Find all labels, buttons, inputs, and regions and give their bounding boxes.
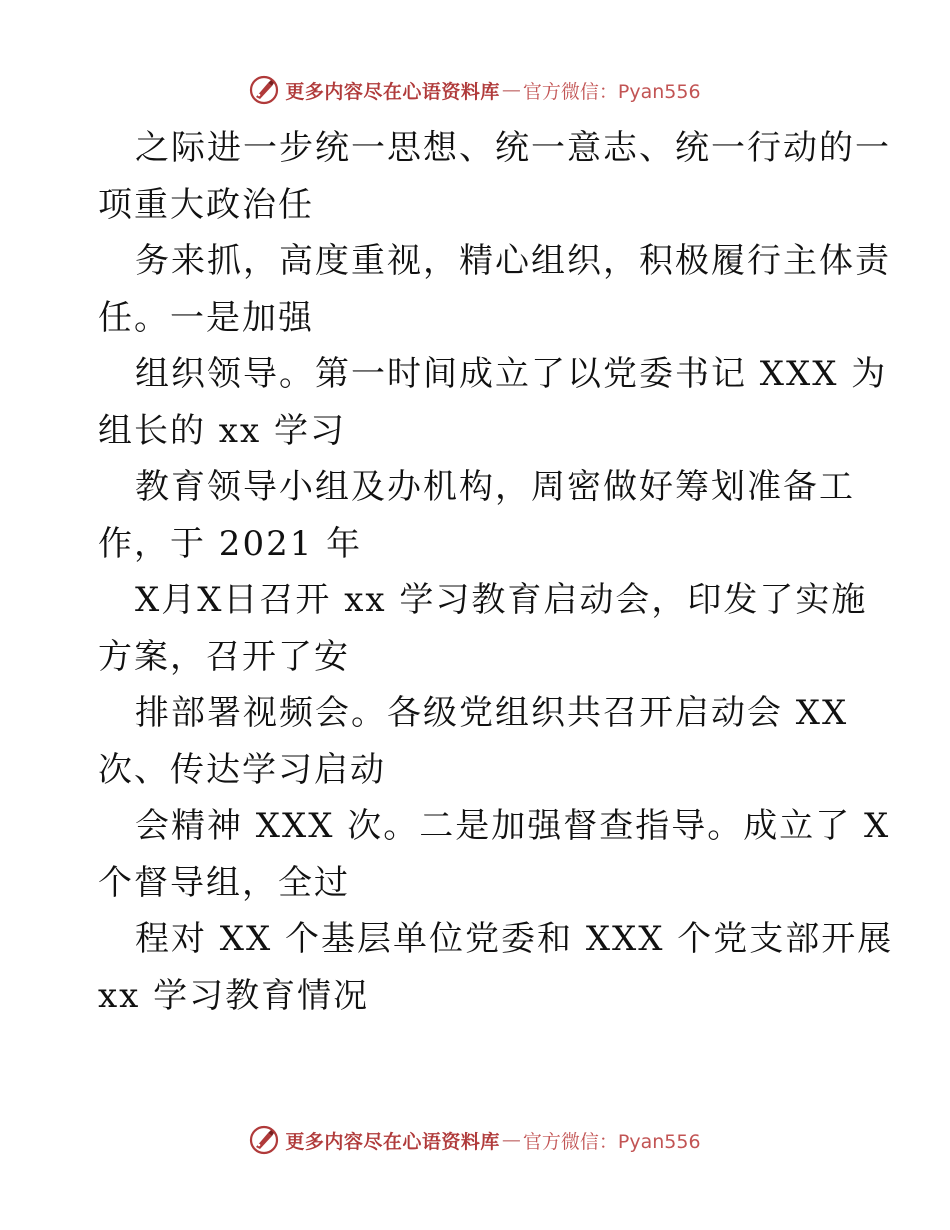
text-line: 组织领导。第一时间成立了以党委书记 XXX 为 — [135, 354, 888, 394]
text-line: 作，于 2021 年 — [98, 523, 363, 564]
pen-logo-icon — [249, 1125, 279, 1155]
text-line: 务来抓，高度重视，精心组织，积极履行主体责 — [135, 241, 891, 281]
banner-wechat-text: 官方微信：Pyan556 — [522, 80, 701, 103]
text-line: 任。一是加强 — [98, 297, 314, 338]
banner-separator: — — [501, 79, 521, 101]
banner-separator: — — [501, 1129, 521, 1151]
footer-banner — [0, 1120, 950, 1160]
document-body — [98, 120, 894, 1024]
text-line: 之际进一步统一思想、统一意志、统一行动的一 — [135, 128, 891, 168]
text-line: 次、传达学习启动 — [98, 749, 386, 790]
header-banner — [0, 70, 950, 110]
text-line: 程对 XX 个基层单位党委和 XXX 个党支部开展 — [135, 919, 894, 959]
text-line: X月X日召开 xx 学习教育启动会，印发了实施 — [135, 580, 868, 620]
text-line: xx 学习教育情况 — [98, 975, 370, 1016]
banner-main-text: 更多内容尽在心语资料库 — [285, 1130, 500, 1153]
pen-logo-icon — [249, 75, 279, 105]
text-line: 项重大政治任 — [98, 184, 314, 225]
text-line: 个督导组，全过 — [98, 862, 350, 903]
banner-main-text: 更多内容尽在心语资料库 — [285, 80, 500, 103]
text-line: 方案，召开了安 — [98, 636, 350, 677]
text-line: 会精神 XXX 次。二是加强督查指导。成立了 X — [135, 806, 891, 846]
text-line: 组长的 xx 学习 — [98, 410, 346, 451]
banner-wechat-text: 官方微信：Pyan556 — [522, 1130, 701, 1153]
text-line: 教育领导小组及办机构，周密做好筹划准备工 — [135, 467, 855, 507]
text-line: 排部署视频会。各级党组织共召开启动会 XX — [135, 693, 849, 733]
